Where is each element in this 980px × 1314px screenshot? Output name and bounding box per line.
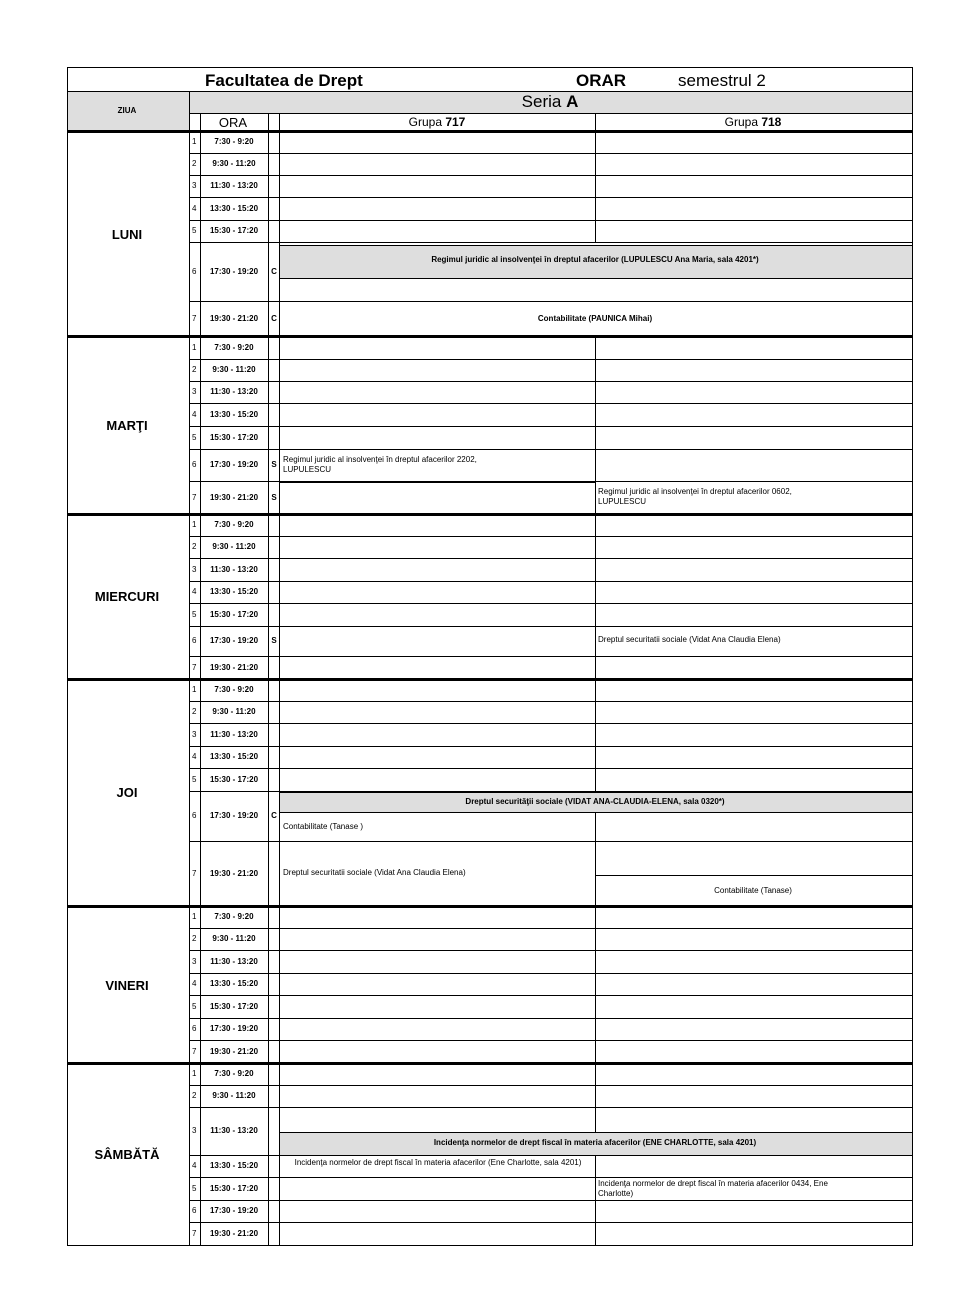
frame-left-line — [67, 67, 68, 1246]
slot-time: 13:30 - 15:20 — [209, 203, 259, 213]
faculty-title: Facultatea de Drept — [205, 71, 363, 90]
slot-row-line — [189, 1200, 912, 1201]
slot-number: 7 — [192, 662, 197, 672]
group-718-number: 718 — [761, 115, 782, 129]
slot-number: 4 — [192, 752, 197, 761]
slot-time: 19:30 - 21:20 — [209, 313, 259, 323]
slot-row-line — [189, 558, 912, 559]
slot-time: 11:30 - 13:20 — [210, 729, 258, 739]
slot-row-line — [189, 1107, 912, 1108]
group-header-background — [189, 113, 912, 131]
frame-bottom-line — [67, 1245, 912, 1246]
slot-time: 7:30 - 9:20 — [214, 137, 254, 146]
sambata-fiscal-717: Incidenţa normelor de drept fiscal în materia afacerilor (Ene Charlotte, sala 4201) — [294, 1158, 582, 1167]
slot-row-line — [189, 449, 912, 450]
slot-row-line — [189, 1222, 912, 1223]
joi-securitate-lecture: Dreptul securităţii sociale (VIDAT ANA-CLAUDIA-ELENA, sala 0320*) — [465, 797, 725, 806]
slot-row-line — [189, 220, 912, 221]
day-name-joi: JOI — [116, 785, 138, 800]
slot-row-line — [189, 995, 912, 996]
slot-time: 19:30 - 21:20 — [209, 1228, 259, 1238]
slot-time: 13:30 - 15:20 — [209, 587, 259, 596]
slot-row-line — [189, 197, 912, 198]
day-separator-line — [67, 335, 912, 338]
slot-number: 3 — [192, 729, 197, 739]
slot-row-line — [189, 701, 912, 702]
day-separator-line — [67, 678, 912, 681]
group-divider-line — [595, 336, 596, 791]
entry-sub-line — [279, 482, 595, 483]
slot-time: 19:30 - 21:20 — [209, 662, 259, 672]
luni-insolventa-lecture: Regimul juridic al insolvenţei în dreptul afacerilor (LUPULESCU Ana Maria, sala 4201*) — [431, 255, 759, 264]
slot-number: 2 — [192, 1091, 197, 1100]
slot-time: 11:30 - 13:20 — [210, 1126, 258, 1135]
slot-number: 6 — [192, 811, 197, 820]
slot-type: S — [271, 636, 277, 645]
slot-row-line — [189, 301, 912, 302]
series-label — [522, 93, 579, 110]
slot-row-line — [189, 536, 912, 537]
slot-row-line — [189, 626, 912, 627]
slot-number: 5 — [192, 609, 197, 619]
slot-time: 9:30 - 11:20 — [212, 934, 256, 943]
group-718-label — [725, 116, 782, 128]
slot-time: 19:30 - 21:20 — [209, 868, 259, 878]
slot-time: 7:30 - 9:20 — [214, 342, 254, 352]
marti-insolventa-718: Regimul juridic al insolvenţei în dreptul afacerilor 0602, LUPULESCU — [598, 487, 792, 506]
slot-time: 15:30 - 17:20 — [209, 226, 259, 235]
slot-number: 6 — [192, 636, 197, 645]
slot-number: 4 — [192, 979, 197, 988]
slot-row-line — [189, 656, 912, 657]
slot-row-line — [189, 768, 912, 769]
entry-sub-line — [279, 278, 912, 279]
slot-time: 17:30 - 19:20 — [209, 1024, 259, 1033]
slot-number: 7 — [192, 492, 197, 502]
slot-time: 17:30 - 19:20 — [209, 811, 259, 820]
ziua-label: ZIUA — [117, 106, 137, 115]
slot-number: 4 — [192, 203, 197, 213]
slot-time: 15:30 - 17:20 — [209, 432, 259, 442]
slot-row-line — [189, 581, 912, 582]
slot-time: 17:30 - 19:20 — [209, 266, 259, 276]
slot-time: 15:30 - 17:20 — [209, 1001, 259, 1011]
slot-row-line — [189, 381, 912, 382]
slot-time: 7:30 - 9:20 — [214, 685, 254, 694]
group-717-number: 717 — [445, 115, 466, 129]
slot-number: 3 — [192, 956, 197, 966]
slot-number: 7 — [192, 1228, 197, 1238]
slot-row-line — [189, 403, 912, 404]
slot-number: 3 — [192, 181, 197, 190]
joi-securitate-717: Dreptul securitatii sociale (Vidat Ana Claudia Elena) — [283, 868, 466, 877]
semester-label: semestrul 2 — [678, 71, 766, 90]
slot-number: 5 — [192, 774, 197, 784]
slot-number: 1 — [192, 137, 197, 146]
slot-number: 7 — [192, 868, 197, 878]
slot-row-line — [189, 153, 912, 154]
slot-number: 4 — [192, 587, 197, 596]
slot-row-line — [189, 175, 912, 176]
luni-contabilitate-lecture: Contabilitate (PAUNICA Mihai) — [537, 314, 653, 323]
slot-time: 19:30 - 21:20 — [209, 1046, 259, 1056]
slot-row-line — [189, 746, 912, 747]
slot-row-line — [189, 426, 912, 427]
slot-time: 7:30 - 9:20 — [214, 520, 254, 529]
slot-number: 7 — [192, 1046, 197, 1056]
slot-time: 15:30 - 17:20 — [209, 609, 259, 619]
joi-contabilitate-718: Contabilitate (Tanase) — [714, 886, 792, 895]
slot-time: 17:30 - 19:20 — [209, 636, 259, 645]
slot-number: 2 — [192, 542, 197, 551]
slot-number: 1 — [192, 342, 197, 352]
slot-type: C — [271, 811, 277, 820]
slot-time: 13:30 - 15:20 — [209, 979, 259, 988]
slot-number: 5 — [192, 432, 197, 442]
entry-sub-line — [279, 1132, 912, 1133]
slot-number: 1 — [192, 912, 197, 921]
day-name-luni: LUNI — [111, 227, 143, 242]
day-name-marti: MARŢI — [106, 418, 148, 433]
slot-number: 1 — [192, 1069, 197, 1078]
sambata-fiscal-718: Incidenţa normelor de drept fiscal în materia afacerilor 0434, Ene Charlotte) — [598, 1179, 828, 1198]
slot-row-line — [189, 603, 912, 604]
marti-insolventa-717: Regimul juridic al insolvenţei în dreptul afacerilor 2202, LUPULESCU — [283, 455, 477, 474]
slot-type: C — [271, 266, 277, 276]
group-header-line — [189, 113, 912, 114]
slot-number: 2 — [192, 934, 197, 943]
slot-row-line — [189, 359, 912, 360]
group-717-prefix: Grupa — [408, 115, 446, 129]
group-718-prefix: Grupa — [724, 115, 762, 129]
slot-time: 17:30 - 19:20 — [209, 460, 259, 469]
slot-row-line — [189, 841, 912, 842]
miercuri-securitate-718: Dreptul securitatii sociale (Vidat Ana Claudia Elena) — [598, 635, 781, 644]
slot-number: 5 — [192, 226, 197, 235]
group-divider-line — [595, 812, 596, 1132]
slot-row-line — [189, 242, 912, 243]
slot-time: 13:30 - 15:20 — [209, 752, 259, 761]
slot-time: 9:30 - 11:20 — [212, 1091, 256, 1100]
slot-time: 9:30 - 11:20 — [212, 159, 256, 168]
slot-number: 3 — [192, 1126, 197, 1135]
slot-number: 5 — [192, 1001, 197, 1011]
entry-sub-line — [279, 245, 912, 246]
slot-number: 3 — [192, 564, 197, 574]
slot-type: S — [271, 460, 277, 469]
slot-number: 6 — [192, 266, 197, 276]
slot-number: 2 — [192, 365, 197, 374]
slot-row-line — [189, 1155, 912, 1156]
slot-number: 1 — [192, 520, 197, 529]
day-name-miercuri: MIERCURI — [94, 589, 160, 604]
joi-contabilitate-717: Contabilitate (Tanase ) — [283, 822, 364, 831]
frame-right-line — [912, 67, 913, 1246]
slot-time: 7:30 - 9:20 — [214, 1069, 254, 1078]
group-divider-line — [595, 1155, 596, 1245]
group-divider-line — [595, 113, 596, 242]
day-name-sambata: SÂMBĂTĂ — [94, 1147, 160, 1162]
day-separator-line — [67, 905, 912, 908]
entry-sub-line — [595, 875, 912, 876]
day-name-vineri: VINERI — [105, 978, 149, 993]
slot-number: 2 — [192, 707, 197, 716]
day-separator-line — [67, 1062, 912, 1065]
slot-number: 5 — [192, 1183, 197, 1193]
slot-number: 2 — [192, 159, 197, 168]
slot-time: 15:30 - 17:20 — [209, 774, 259, 784]
slot-time: 9:30 - 11:20 — [212, 365, 256, 374]
slot-number: 4 — [192, 409, 197, 419]
slot-time: 9:30 - 11:20 — [212, 707, 256, 716]
slot-type: C — [271, 313, 277, 323]
slot-time: 13:30 - 15:20 — [209, 409, 259, 419]
slot-number: 7 — [192, 313, 197, 323]
slot-number: 3 — [192, 387, 197, 396]
day-separator-line — [67, 513, 912, 516]
slot-number: 1 — [192, 685, 197, 694]
slot-time: 7:30 - 9:20 — [214, 912, 254, 921]
slot-time: 17:30 - 19:20 — [209, 1206, 259, 1215]
slot-row-line — [189, 1085, 912, 1086]
slot-time: 11:30 - 13:20 — [210, 181, 258, 190]
ora-label: ORA — [218, 115, 248, 130]
slot-time: 9:30 - 11:20 — [212, 542, 256, 551]
series-prefix: Seria — [521, 92, 567, 111]
slot-row-line — [189, 1018, 912, 1019]
sambata-fiscal-lecture: Incidenţa normelor de drept fiscal în materia afacerilor (ENE CHARLOTTE, sala 4201) — [433, 1138, 757, 1147]
slot-time: 11:30 - 13:20 — [210, 564, 258, 574]
slot-row-line — [189, 1177, 912, 1178]
day-column-line — [189, 91, 190, 1245]
orar-title: ORAR — [576, 71, 627, 90]
slot-number: 6 — [192, 460, 197, 469]
series-letter: A — [566, 92, 579, 111]
entry-sub-line — [279, 792, 912, 793]
slot-number: 4 — [192, 1161, 197, 1170]
day-separator-line — [67, 130, 912, 133]
slot-type: S — [271, 492, 277, 502]
slot-row-line — [189, 950, 912, 951]
slot-time: 19:30 - 21:20 — [209, 492, 259, 502]
header-line — [67, 91, 912, 92]
slot-row-line — [189, 1040, 912, 1041]
slot-number: 6 — [192, 1024, 197, 1033]
slot-time: 13:30 - 15:20 — [209, 1161, 259, 1170]
group-717-label — [409, 116, 466, 128]
slot-time: 15:30 - 17:20 — [209, 1183, 259, 1193]
slot-time: 11:30 - 13:20 — [210, 956, 258, 966]
slot-row-line — [189, 973, 912, 974]
slot-number: 6 — [192, 1206, 197, 1215]
frame-top-line — [67, 67, 912, 68]
slot-row-line — [189, 723, 912, 724]
slot-time: 11:30 - 13:20 — [210, 387, 258, 396]
slot-row-line — [189, 928, 912, 929]
